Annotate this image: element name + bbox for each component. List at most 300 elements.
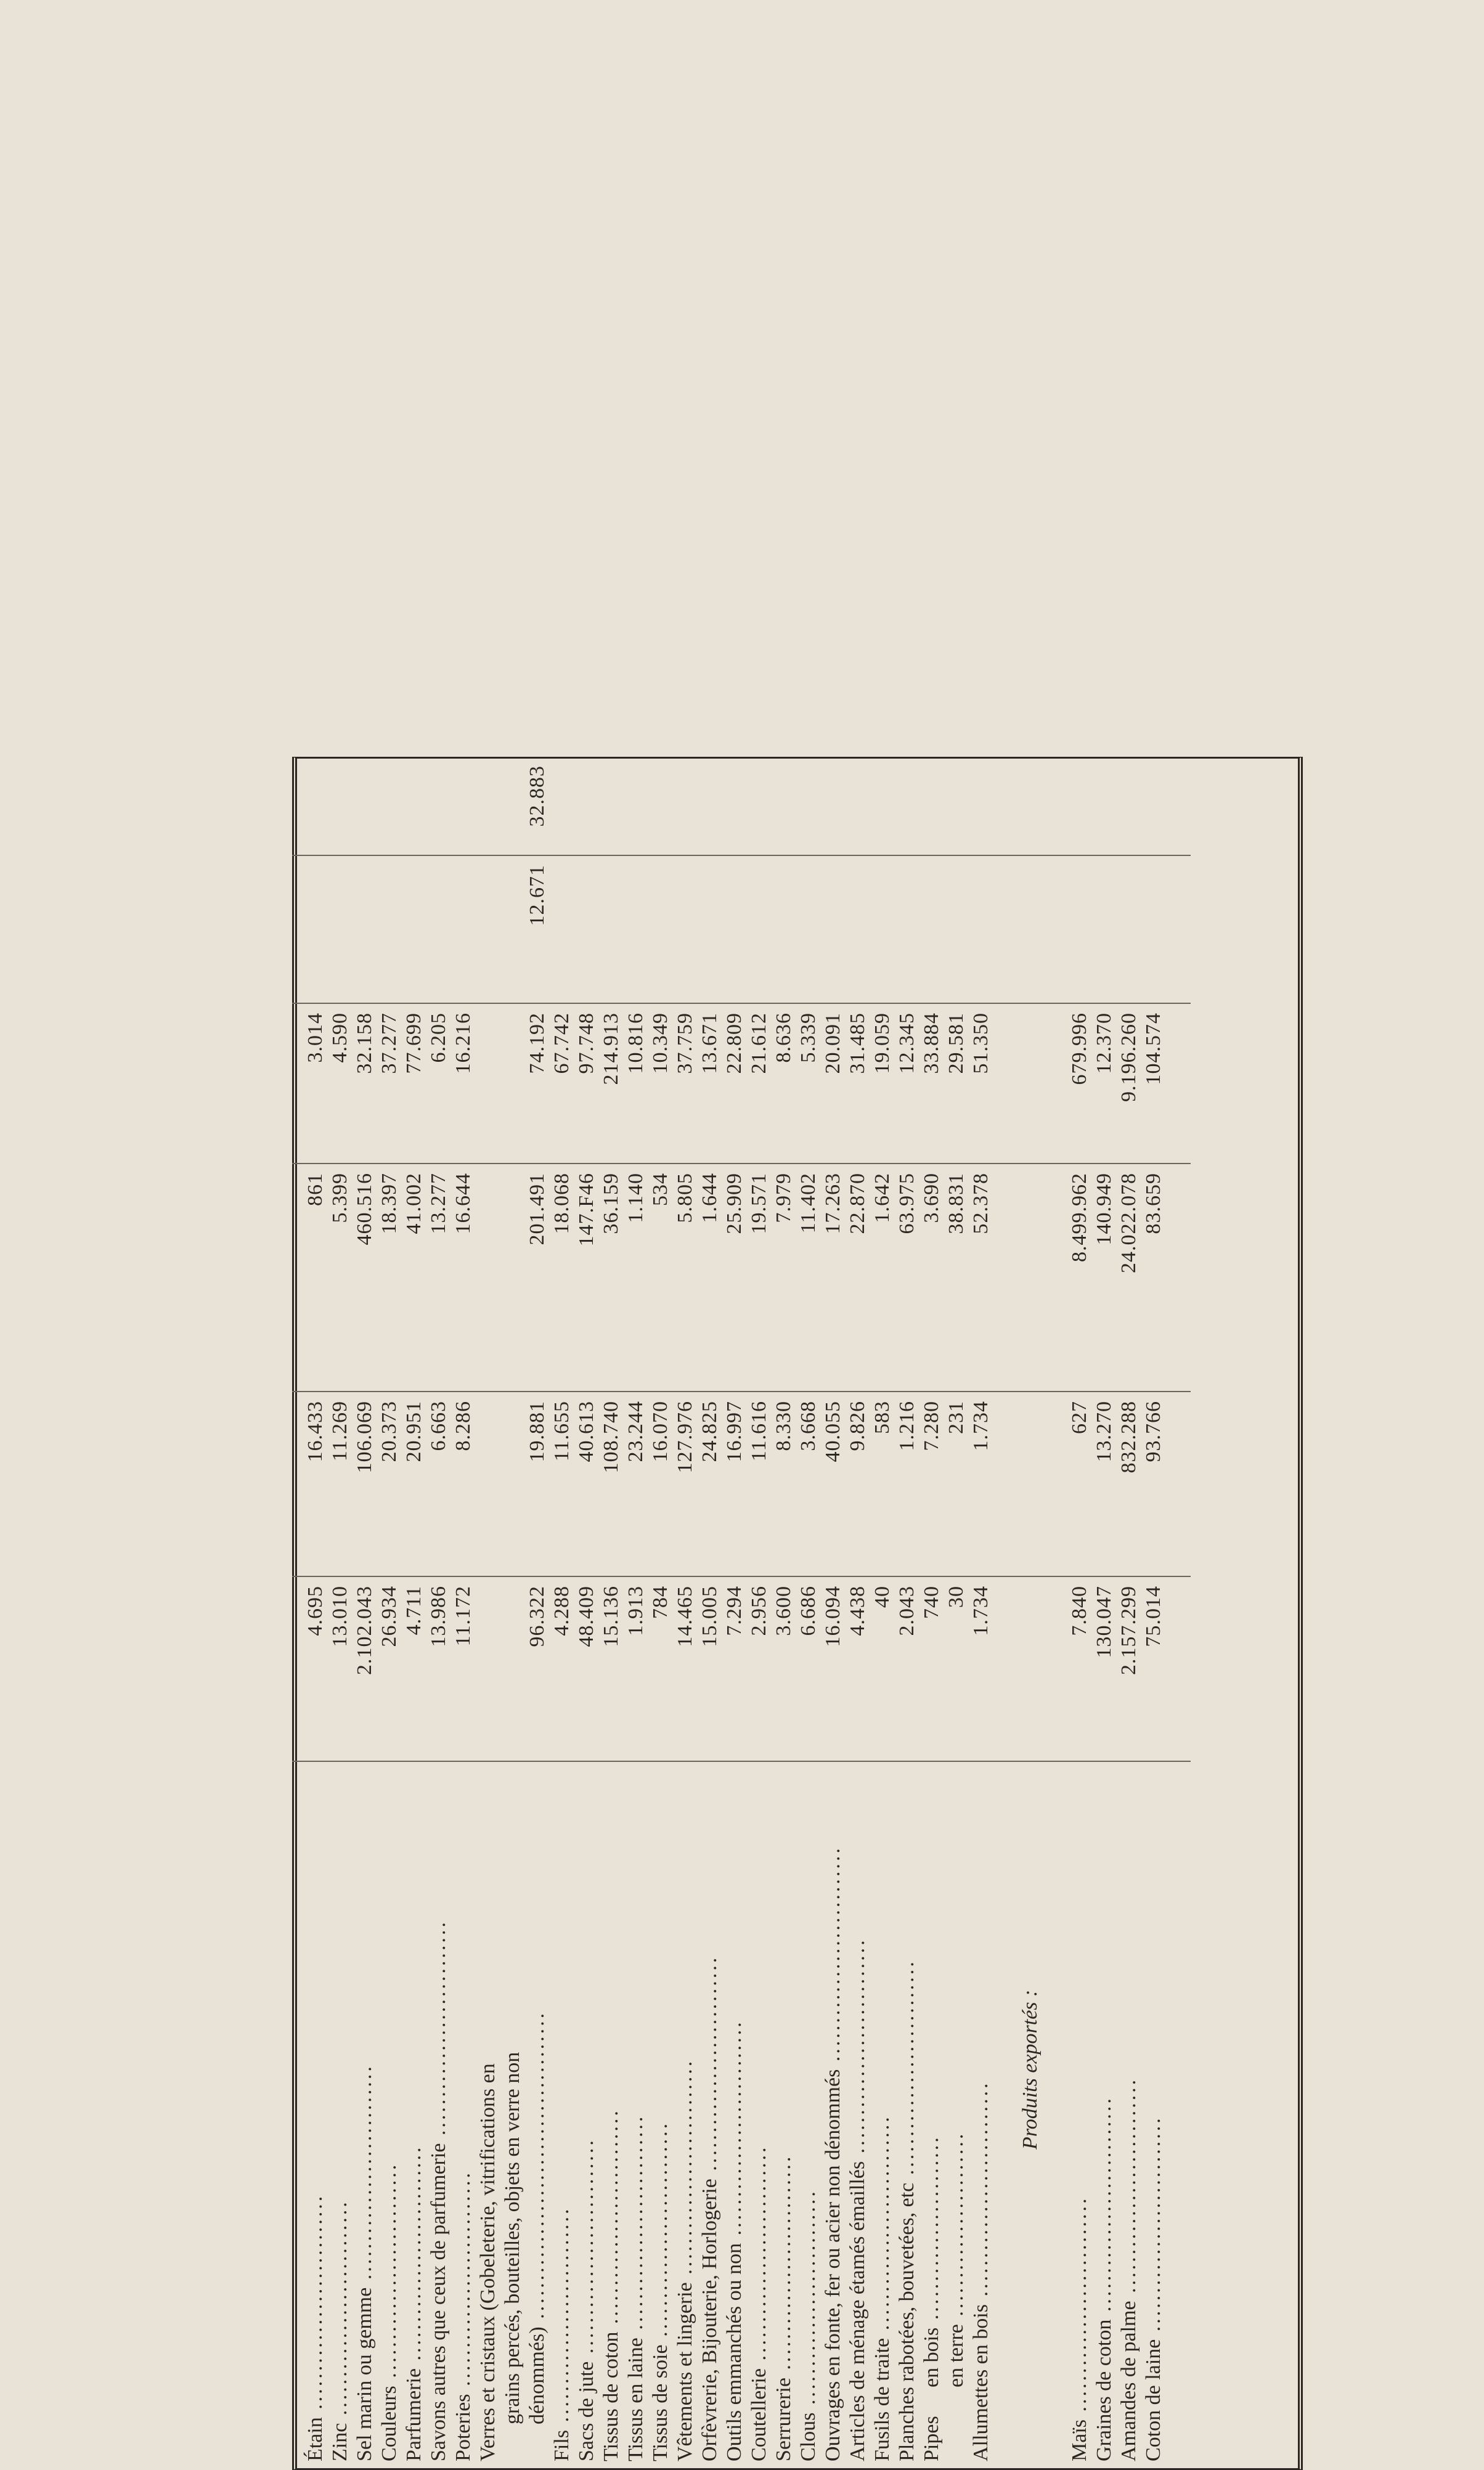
value-col-1: 6.686 [796, 1576, 821, 1761]
row-label [402, 1761, 426, 2470]
value-col-3: 18.397 [377, 1164, 402, 1392]
value-col-1: 96.322 [476, 1576, 550, 1761]
table-row [624, 757, 648, 2470]
row-label-text: Planches rabotées, bouvetées, etc [895, 2182, 918, 2461]
value-col-1: 2.157.299 [1117, 1576, 1141, 1761]
value-col-4: 22.809 [722, 1003, 747, 1164]
row-label-text: Fusils de traite [871, 2338, 894, 2461]
value-col-3: 16.644 [451, 1164, 476, 1392]
value-col-3: 5.399 [328, 1164, 353, 1392]
value-col-1: 3.600 [772, 1576, 796, 1761]
value-col-1: 1.913 [624, 1576, 648, 1761]
value-col-2 [1018, 1392, 1043, 1576]
value-col-5 [624, 855, 648, 1003]
value-col-3: 201.491 [476, 1164, 550, 1392]
row-label-text: Sel marin ou gemme [353, 2287, 376, 2461]
value-col-4: 19.059 [870, 1003, 895, 1164]
value-col-2: 106.069 [353, 1392, 377, 1576]
value-col-4: 37.277 [377, 1003, 402, 1164]
value-col-6 [1067, 757, 1092, 855]
value-col-4: 12.345 [895, 1003, 919, 1164]
value-col-6 [944, 757, 969, 855]
leader-dots: ............................ [600, 2108, 622, 2332]
value-col-5 [1018, 855, 1043, 1003]
value-col-2: 11.655 [550, 1392, 574, 1576]
value-col-2: 19.881 [476, 1392, 550, 1576]
value-col-5 [328, 855, 353, 1003]
row-label [722, 1761, 747, 2470]
value-col-5 [1092, 855, 1117, 1003]
leader-dots: ............................ [1142, 2116, 1165, 2339]
table-row [969, 757, 993, 2470]
row-label-line [500, 1771, 525, 2461]
value-col-4: 77.699 [402, 1003, 426, 1164]
value-col-1: 13.986 [426, 1576, 451, 1761]
row-label [870, 1761, 895, 2470]
row-label-text: Serrurerie [772, 2378, 795, 2461]
value-col-4: 33.884 [919, 1003, 944, 1164]
row-label-text: Savons autres que ceux de parfumerie [427, 2143, 450, 2461]
value-col-1: 4.288 [550, 1576, 574, 1761]
row-label-text: Poteries [452, 2394, 475, 2461]
value-col-5 [550, 855, 574, 1003]
value-col-3: 7.979 [772, 1164, 796, 1392]
value-col-2: 1.734 [969, 1392, 993, 1576]
value-col-3: 460.516 [353, 1164, 377, 1392]
value-col-3: 17.263 [821, 1164, 846, 1392]
value-col-5 [1067, 855, 1092, 1003]
row-label-text: Vêtements et lingerie [674, 2282, 696, 2461]
leader-dots: ............................ [328, 2199, 351, 2423]
value-col-3: 534 [648, 1164, 673, 1392]
value-col-2: 20.951 [402, 1392, 426, 1576]
value-col-4: 37.759 [673, 1003, 698, 1164]
spacer-row [993, 757, 1018, 2470]
value-col-4: 4.590 [328, 1003, 353, 1164]
leader-dots: ............................ [1068, 2196, 1091, 2419]
value-col-1: 13.010 [328, 1576, 353, 1761]
table-row [1067, 757, 1092, 2470]
value-col-3: 25.909 [722, 1164, 747, 1392]
value-col-4: 12.370 [1092, 1003, 1117, 1164]
table-row [426, 757, 451, 2470]
row-label [969, 1761, 993, 2470]
leader-dots: ............................ [748, 2145, 770, 2368]
row-label-text: Outils emmanchés ou non [723, 2243, 746, 2461]
value-col-3: 140.949 [1092, 1164, 1117, 1392]
leader-dots: ............................ [353, 2064, 376, 2288]
value-col-6 [870, 757, 895, 855]
value-col-2: 40.613 [574, 1392, 599, 1576]
row-label-text: Articles de ménage étamés émaillés [846, 2161, 869, 2461]
row-label-text: Fils [550, 2429, 573, 2461]
table-row [1117, 757, 1141, 2470]
value-col-2: 3.668 [796, 1392, 821, 1576]
row-label-text: Ouvrages en fonte, fer ou acier non dénommés [822, 2069, 844, 2461]
value-col-5 [574, 855, 599, 1003]
value-col-1: 2.043 [895, 1576, 919, 1761]
row-label-text: Tissus de coton [600, 2331, 622, 2461]
leader-dots: ............................ [378, 2162, 401, 2386]
leader-dots: ............................ [402, 2145, 425, 2368]
value-col-3: 19.571 [747, 1164, 772, 1392]
row-label-text: dénommés) [526, 2326, 548, 2424]
value-col-2: 127.976 [673, 1392, 698, 1576]
value-col-4: 32.158 [353, 1003, 377, 1164]
leader-dots: ............................ [846, 1938, 869, 2161]
value-col-4: 20.091 [821, 1003, 846, 1164]
table-row [451, 757, 476, 2470]
row-label-line [525, 1771, 550, 2461]
value-col-4: 97.748 [574, 1003, 599, 1164]
leader-dots: ............................ [895, 1959, 918, 2183]
table-row [673, 757, 698, 2470]
table-row [1141, 757, 1166, 2470]
row-label-text: Amandes de palme [1117, 2301, 1140, 2461]
row-label [1067, 1761, 1092, 2470]
row-label [796, 1761, 821, 2470]
row-label-text: Allumettes en bois [969, 2304, 992, 2461]
value-col-2: 16.070 [648, 1392, 673, 1576]
value-col-5 [919, 855, 944, 1003]
table-row [599, 757, 624, 2470]
value-col-6 [648, 757, 673, 855]
value-col-3: 1.140 [624, 1164, 648, 1392]
value-col-1: 7.294 [722, 1576, 747, 1761]
row-label-text: Zinc [328, 2423, 351, 2461]
value-col-6 [377, 757, 402, 855]
value-col-6 [772, 757, 796, 855]
value-col-2: 7.280 [919, 1392, 944, 1576]
row-label-text: Étain [304, 2417, 327, 2461]
row-label [476, 1761, 550, 2470]
row-label-text: Maïs [1068, 2419, 1091, 2461]
value-col-6 [796, 757, 821, 855]
leader-dots: ........................................ [526, 2010, 548, 2327]
table-row [796, 757, 821, 2470]
value-col-3: 1.644 [698, 1164, 722, 1392]
value-col-5 [673, 855, 698, 1003]
value-col-5 [292, 855, 328, 1003]
value-col-6 [846, 757, 870, 855]
leader-dots: ............................ [698, 1955, 721, 2179]
value-col-3: 41.002 [402, 1164, 426, 1392]
value-col-5 [599, 855, 624, 1003]
row-label [599, 1761, 624, 2470]
table-row-verres [476, 757, 550, 2470]
row-label [377, 1761, 402, 2470]
row-label [772, 1761, 796, 2470]
row-label-text: Orfèvrerie, Bijouterie, Horlogerie [698, 2179, 721, 2461]
row-label-text: Clous [797, 2412, 820, 2461]
row-label [328, 1761, 353, 2470]
value-col-6 [574, 757, 599, 855]
spacer-row [1166, 757, 1191, 2470]
value-col-3: 52.378 [969, 1164, 993, 1392]
row-label-text: Coutellerie [748, 2368, 770, 2461]
value-col-1: 15.136 [599, 1576, 624, 1761]
value-col-6 [1092, 757, 1117, 855]
row-label-text: grains percés, bouteilles, objets en verre non [501, 2052, 524, 2424]
table-row [550, 757, 574, 2470]
table-row [402, 757, 426, 2470]
leader-dots: ............................ [772, 2154, 795, 2378]
value-col-1 [1018, 1576, 1043, 1761]
row-label-text: Parfumerie [402, 2368, 425, 2461]
table-row [698, 757, 722, 2470]
row-label [550, 1761, 574, 2470]
value-col-4: 10.349 [648, 1003, 673, 1164]
value-col-6 [722, 757, 747, 855]
value-col-1: 740 [919, 1576, 944, 1761]
value-col-4: 6.205 [426, 1003, 451, 1164]
row-label [698, 1761, 722, 2470]
table-row [772, 757, 796, 2470]
value-col-3: 3.690 [919, 1164, 944, 1392]
leader-dots: ............................ [969, 2081, 992, 2305]
leader-dots: ............................ [575, 2138, 598, 2362]
value-col-5 [870, 855, 895, 1003]
row-label [292, 1761, 328, 2470]
value-col-2: 16.433 [292, 1392, 328, 1576]
value-col-2: 16.997 [722, 1392, 747, 1576]
leader-dots: ............................ [427, 1920, 450, 2143]
value-col-4: 679.996 [1067, 1003, 1092, 1164]
pipes-label: Pipes [920, 2416, 943, 2461]
pipes-sub-label: en bois [920, 2327, 943, 2387]
leader-dots: ............................ [649, 2121, 672, 2345]
value-col-5: 12.671 [476, 855, 550, 1003]
value-col-4: 9.196.260 [1117, 1003, 1141, 1164]
row-label [919, 1761, 944, 2470]
value-col-2: 583 [870, 1392, 895, 1576]
value-col-2: 20.373 [377, 1392, 402, 1576]
value-col-5 [377, 855, 402, 1003]
value-col-5 [747, 855, 772, 1003]
value-col-3: 22.870 [846, 1164, 870, 1392]
value-col-4: 51.350 [969, 1003, 993, 1164]
value-col-1: 14.465 [673, 1576, 698, 1761]
value-col-6 [698, 757, 722, 855]
value-col-6 [1018, 757, 1043, 855]
value-col-5 [1117, 855, 1141, 1003]
row-label-line [476, 1771, 500, 2461]
row-label-text: Coton de laine [1142, 2339, 1165, 2461]
value-col-1: 7.840 [1067, 1576, 1092, 1761]
value-col-1: 2.102.043 [353, 1576, 377, 1761]
value-col-1: 30 [944, 1576, 969, 1761]
value-col-1: 1.734 [969, 1576, 993, 1761]
table-row [722, 757, 747, 2470]
table-row [1092, 757, 1117, 2470]
value-col-5 [426, 855, 451, 1003]
value-col-4: 10.816 [624, 1003, 648, 1164]
row-label [426, 1761, 451, 2470]
value-col-2: 24.825 [698, 1392, 722, 1576]
value-col-3: 861 [292, 1164, 328, 1392]
value-col-1: 130.047 [1092, 1576, 1117, 1761]
row-label-text: Tissus en laine [624, 2338, 647, 2461]
value-col-5 [353, 855, 377, 1003]
value-col-1: 40 [870, 1576, 895, 1761]
table-row [648, 757, 673, 2470]
value-col-3: 13.277 [426, 1164, 451, 1392]
value-col-6 [1117, 757, 1141, 855]
leader-dots: ............................ [871, 2114, 894, 2338]
value-col-2: 23.244 [624, 1392, 648, 1576]
value-col-6 [895, 757, 919, 855]
value-col-4 [1018, 1003, 1043, 1164]
value-col-4: 214.913 [599, 1003, 624, 1164]
row-label [895, 1761, 919, 2470]
leader-dots: ........................ [945, 2131, 968, 2325]
row-label [353, 1761, 377, 2470]
row-label [574, 1761, 599, 2470]
rotated-statistics-table [292, 757, 1303, 2470]
value-col-2: 627 [1067, 1392, 1092, 1576]
value-col-2: 93.766 [1141, 1392, 1166, 1576]
value-col-1: 4.695 [292, 1576, 328, 1761]
value-col-3: 147.F46 [574, 1164, 599, 1392]
value-col-4: 16.216 [451, 1003, 476, 1164]
value-col-1: 4.438 [846, 1576, 870, 1761]
value-col-5 [772, 855, 796, 1003]
value-col-4: 29.581 [944, 1003, 969, 1164]
value-col-5 [944, 855, 969, 1003]
value-col-4: 5.339 [796, 1003, 821, 1164]
leader-dots: ............................ [1093, 2096, 1115, 2320]
value-col-5 [895, 855, 919, 1003]
value-col-6 [402, 757, 426, 855]
row-label [747, 1761, 772, 2470]
value-col-2: 6.663 [426, 1392, 451, 1576]
spacer-row [1043, 757, 1067, 2470]
value-col-1: 15.005 [698, 1576, 722, 1761]
value-col-4: 3.014 [292, 1003, 328, 1164]
value-col-6 [821, 757, 846, 855]
value-col-3: 63.975 [895, 1164, 919, 1392]
value-col-4: 8.636 [772, 1003, 796, 1164]
leader-dots: ............................ [822, 1846, 844, 2069]
table-row [574, 757, 599, 2470]
row-label [944, 1761, 969, 2470]
value-col-6 [969, 757, 993, 855]
value-col-2: 8.330 [772, 1392, 796, 1576]
value-col-2: 231 [944, 1392, 969, 1576]
row-label-text: Tissus de soie [649, 2344, 672, 2461]
value-col-6 [747, 757, 772, 855]
row-label-text: Sacs de jute [575, 2361, 598, 2461]
value-col-4: 104.574 [1141, 1003, 1166, 1164]
value-col-1: 784 [648, 1576, 673, 1761]
value-col-5 [722, 855, 747, 1003]
value-col-4: 74.192 [476, 1003, 550, 1164]
value-col-6 [599, 757, 624, 855]
row-label [673, 1761, 698, 2470]
row-label-text: Verres et cristaux (Gobeleterie, vitrifications en [476, 2063, 499, 2461]
value-col-6: 32.883 [476, 757, 550, 855]
row-label [1141, 1761, 1166, 2470]
section-heading-row [1018, 757, 1043, 2470]
value-col-5 [1141, 855, 1166, 1003]
value-col-2: 832.288 [1117, 1392, 1141, 1576]
value-col-4: 13.671 [698, 1003, 722, 1164]
leader-dots: ............................ [304, 2193, 327, 2418]
value-col-1: 75.014 [1141, 1576, 1166, 1761]
value-col-1: 16.094 [821, 1576, 846, 1761]
value-col-2: 40.055 [821, 1392, 846, 1576]
row-label [846, 1761, 870, 2470]
value-col-3: 11.402 [796, 1164, 821, 1392]
value-col-4: 21.612 [747, 1003, 772, 1164]
row-label [1092, 1761, 1117, 2470]
value-col-6 [673, 757, 698, 855]
value-col-5 [821, 855, 846, 1003]
leader-dots: ............................ [452, 2170, 475, 2394]
value-col-3: 36.159 [599, 1164, 624, 1392]
value-col-1: 11.172 [451, 1576, 476, 1761]
row-label [451, 1761, 476, 2470]
row-label [648, 1761, 673, 2470]
value-col-4: 67.742 [550, 1003, 574, 1164]
value-col-3: 38.831 [944, 1164, 969, 1392]
table-row [821, 757, 846, 2470]
row-label [1117, 1761, 1141, 2470]
value-col-1: 26.934 [377, 1576, 402, 1761]
table-row [353, 757, 377, 2470]
table-row [846, 757, 870, 2470]
value-col-6 [451, 757, 476, 855]
value-col-6 [353, 757, 377, 855]
value-col-5 [846, 855, 870, 1003]
value-col-1: 2.956 [747, 1576, 772, 1761]
value-col-3: 83.659 [1141, 1164, 1166, 1392]
value-col-6 [550, 757, 574, 855]
value-col-1: 48.409 [574, 1576, 599, 1761]
leader-dots: ............................ [723, 2020, 746, 2243]
table-row [377, 757, 402, 2470]
leader-dots: ............................ [674, 2058, 696, 2283]
value-col-2: 8.286 [451, 1392, 476, 1576]
value-col-6 [292, 757, 328, 855]
value-col-5 [648, 855, 673, 1003]
row-label-text: Couleurs [378, 2386, 401, 2461]
table-row [895, 757, 919, 2470]
value-col-2: 108.740 [599, 1392, 624, 1576]
value-col-5 [969, 855, 993, 1003]
value-col-2: 11.269 [328, 1392, 353, 1576]
value-col-6 [1141, 757, 1166, 855]
table-row [328, 757, 353, 2470]
row-label-text: Graines de coton [1093, 2319, 1115, 2461]
leader-dots: ............................ [624, 2114, 647, 2338]
leader-dots: ............................ [797, 2189, 820, 2413]
value-col-6 [426, 757, 451, 855]
value-col-2: 11.616 [747, 1392, 772, 1576]
value-col-3: 8.499.962 [1067, 1164, 1092, 1392]
value-col-2: 1.216 [895, 1392, 919, 1576]
value-col-5 [451, 855, 476, 1003]
table-row [292, 757, 328, 2470]
value-col-6 [919, 757, 944, 855]
value-col-6 [328, 757, 353, 855]
value-col-4: 31.485 [846, 1003, 870, 1164]
value-col-3 [1018, 1164, 1043, 1392]
value-col-2: 9.826 [846, 1392, 870, 1576]
value-col-3: 18.068 [550, 1164, 574, 1392]
value-col-5 [796, 855, 821, 1003]
leader-dots: ........................ [920, 2135, 943, 2328]
